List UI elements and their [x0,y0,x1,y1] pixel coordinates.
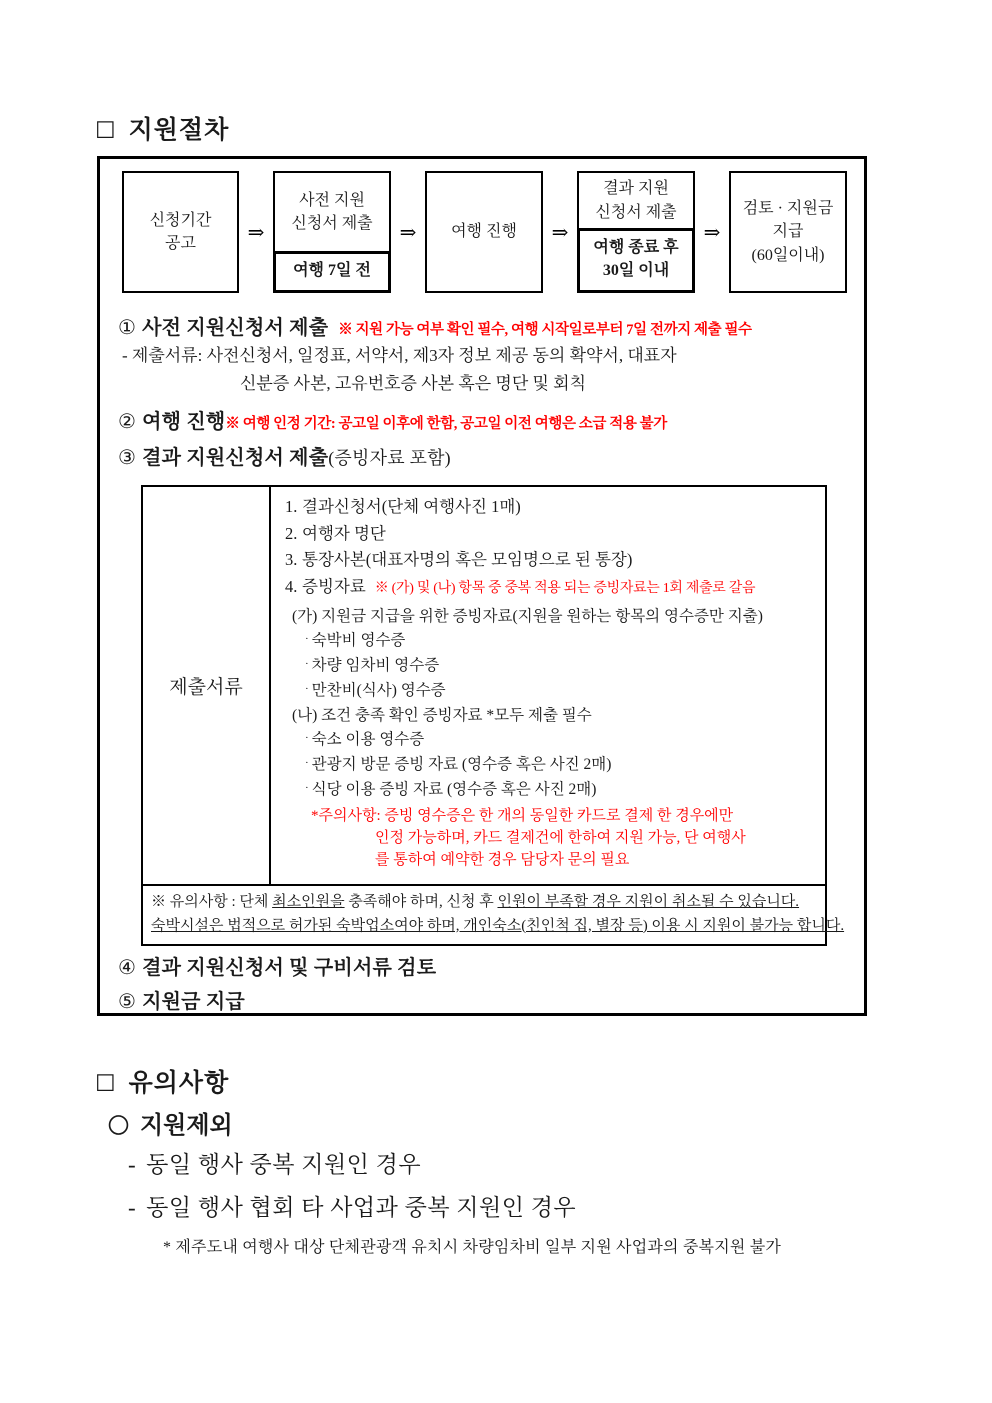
checkbox-glyph-icon: ☐ [95,1071,117,1096]
exclusion-star-note: * 제주도내 여행사 대상 단체관광객 유치시 차량임차비 일부 지원 사업과의 중복지원 불가 [163,1239,782,1256]
doc-item-3-index: 3. [285,550,298,570]
step-5-title: 지원금 지급 [142,991,245,1013]
doc-item-4-index: 4. [285,577,298,597]
footer-line-1-underline-2: 인원이 부족할 경우 지원이 취소될 수 있습니다. [497,894,800,911]
step-3-heading [118,441,451,470]
doc-item-2-index: 2. [285,523,298,543]
checkbox-glyph-icon: ☐ [95,118,117,143]
group-b-bullet-3: 식당 이용 증빙 자료 (영수증 혹은 사진 2매) [311,781,597,799]
section-heading-support-procedure [95,110,229,146]
step-3-title-tail: (증빙자료 포함) [328,448,451,468]
section-heading-cautions-label: 유의사항 [128,1070,230,1097]
exclusion-item-1-label: 동일 행사 중복 지원인 경우 [146,1152,422,1177]
bullet-dot-icon: · [305,682,309,695]
group-b-bullet-1: 숙소 이용 영수증 [311,731,425,749]
step-2-number: ② [118,411,137,433]
doc-item-3-text: 통장사본(대표자명의 혹은 모임명으로 된 통장) [302,550,633,570]
step-4-number: ④ [118,957,137,979]
footer-line-2 [151,915,845,938]
caution-line-3: 를 통하여 예약한 경우 담당자 문의 필요 [375,852,630,869]
exclusion-item-2-label: 동일 행사 협회 타 사업과 중복 지원인 경우 [146,1195,577,1220]
flow-step-5-line1: 검토 · 지원금 [742,200,834,218]
flow-arrow-4-icon: ⇒ [703,221,721,244]
flow-step-1-line2: 공고 [165,235,196,252]
exclusion-item-1 [128,1146,421,1179]
group-b-header: (나) 조건 충족 확인 증빙자료 *모두 제출 필수 [292,707,592,725]
doc-item-1-index: 1. [285,497,298,516]
bullet-dot-icon: · [305,757,309,770]
flow-step-4-emphasis-line1: 여행 종료 후 [593,239,679,257]
flow-step-2 [273,171,391,293]
flow-step-1 [122,171,239,293]
step-1-note: ※ 지원 가능 여부 확인 필수, 여행 시작일로부터 7일 전까지 제출 필수 [338,322,752,338]
step-1-sub-line2: 신분증 사본, 고유번호증 사본 혹은 명단 및 회칙 [240,374,587,393]
list-item [285,547,821,574]
flow-step-5-line2: 지급 [772,223,804,241]
exclusion-item-2 [128,1189,576,1222]
procedure-box [97,156,867,1016]
list-item [285,654,821,679]
exclusion-heading [108,1105,233,1140]
group-a-bullet-1: 숙박비 영수증 [311,631,406,649]
footer-line-1 [151,891,818,914]
list-item [285,679,821,704]
step-1-sub-line1: - 제출서류: 사전신청서, 일정표, 서약서, 제3자 정보 제공 동의 확약서, 대표자 [122,346,677,365]
doc-item-1-text: 결과신청서(단체 여행사진 1매) [302,497,521,516]
doc-item-4-note: ※ (가) 및 (나) 항목 중 중복 적용 되는 증빙자료는 1회 제출로 갈음 [374,581,756,597]
submission-documents-body [271,487,825,884]
section-heading-label: 지원절차 [128,117,230,144]
step-1-title: 사전 지원신청서 제출 [142,317,329,339]
list-item [285,629,821,654]
flow-step-5 [729,171,847,293]
flow-step-4-emphasis-line2: 30일 이내 [602,261,670,279]
flow-arrow-3-icon: ⇒ [551,221,569,244]
step-4-title: 결과 지원신청서 및 구비서류 검토 [142,957,437,979]
caution-line-1: *주의사항: 증빙 영수증은 한 개의 동일한 카드로 결제 한 경우에만 [311,807,734,824]
step-1-number: ① [118,317,137,339]
bullet-dot-icon: · [305,632,309,645]
flow-step-5-line3: (60일이내) [751,246,825,264]
flow-step-3-line1: 여행 진행 [451,223,517,241]
table-row [143,487,825,884]
submission-documents-label: 제출서류 [143,487,271,884]
group-a-bullet-3: 만찬비(식사) 영수증 [311,681,446,699]
step-5-number: ⑤ [118,991,137,1013]
doc-item-4-text: 증빙자료 [302,577,366,597]
group-a-bullet-2: 차량 임차비 영수증 [311,656,440,674]
footer-line-1-b: 충족해야 하며, 신청 후 [344,894,498,911]
bullet-dot-icon: · [305,782,309,795]
flow-step-1-line1: 신청기간 [149,211,212,229]
step-4-heading [118,951,436,980]
footer-line-1-underline-1: 최소인원을 [272,894,345,911]
flow-step-2-emphasis-line1: 여행 7일 전 [293,261,371,279]
dash-glyph-icon: - [128,1195,137,1220]
bullet-dot-icon: · [305,732,309,745]
section-heading-cautions [95,1063,229,1099]
table-footer-note [143,884,845,944]
list-item [285,494,821,521]
footer-line-1-a: ※ 유의사항 : 단체 [151,894,273,911]
bullet-dot-icon: · [305,657,309,670]
step-2-note: ※ 여행 인정 기간: 공고일 이후에 한함, 공고일 이전 여행은 소급 적용 불가 [225,416,667,432]
step-1-heading [118,311,752,340]
group-a-header: (가) 지원금 지급을 위한 증빙자료(지원을 원하는 항목의 영수증만 지출) [292,607,763,625]
list-item [285,753,821,778]
list-item [285,728,821,753]
flow-step-2-line1: 사전 지원 [299,191,365,209]
list-item [285,778,821,803]
flow-step-4-line2: 신청서 제출 [595,203,677,221]
submission-documents-table [141,485,845,946]
footer-line-2-underline: 숙박시설은 법적으로 허가된 숙박업소여야 하며, 개인숙소(친인척 집, 별장 등) 이용 시 지원이 불가능 합니다. [151,917,845,934]
flow-step-3 [425,171,543,293]
group-b-bullet-2: 관광지 방문 증빙 자료 (영수증 혹은 사진 2매) [311,756,612,774]
flowchart [122,171,848,293]
flow-step-4-emphasis [577,228,695,293]
caution-block [285,803,821,876]
exclusion-heading-label: 지원제외 [140,1113,233,1139]
flow-step-2-line2: 신청서 제출 [291,214,373,232]
caution-line-2: 인정 가능하며, 카드 결제건에 한하여 지원 가능, 단 여행사 [375,830,746,847]
step-5-heading [118,985,245,1014]
dash-glyph-icon: - [128,1152,137,1177]
step-2-heading [118,405,667,434]
step-3-title: 결과 지원신청서 제출 [142,447,329,469]
flow-step-4-line1: 결과 지원 [603,180,669,198]
step-2-title: 여행 진행 [142,411,226,433]
flow-step-2-emphasis [273,251,391,293]
flow-arrow-2-icon: ⇒ [399,221,417,244]
doc-item-2-text: 여행자 명단 [302,523,386,543]
flow-step-4 [577,171,695,293]
flow-arrow-1-icon: ⇒ [247,221,265,244]
list-item [285,574,821,601]
list-item [285,521,821,548]
circle-bullet-icon: 〇 [108,1114,129,1138]
step-3-number: ③ [118,447,137,469]
